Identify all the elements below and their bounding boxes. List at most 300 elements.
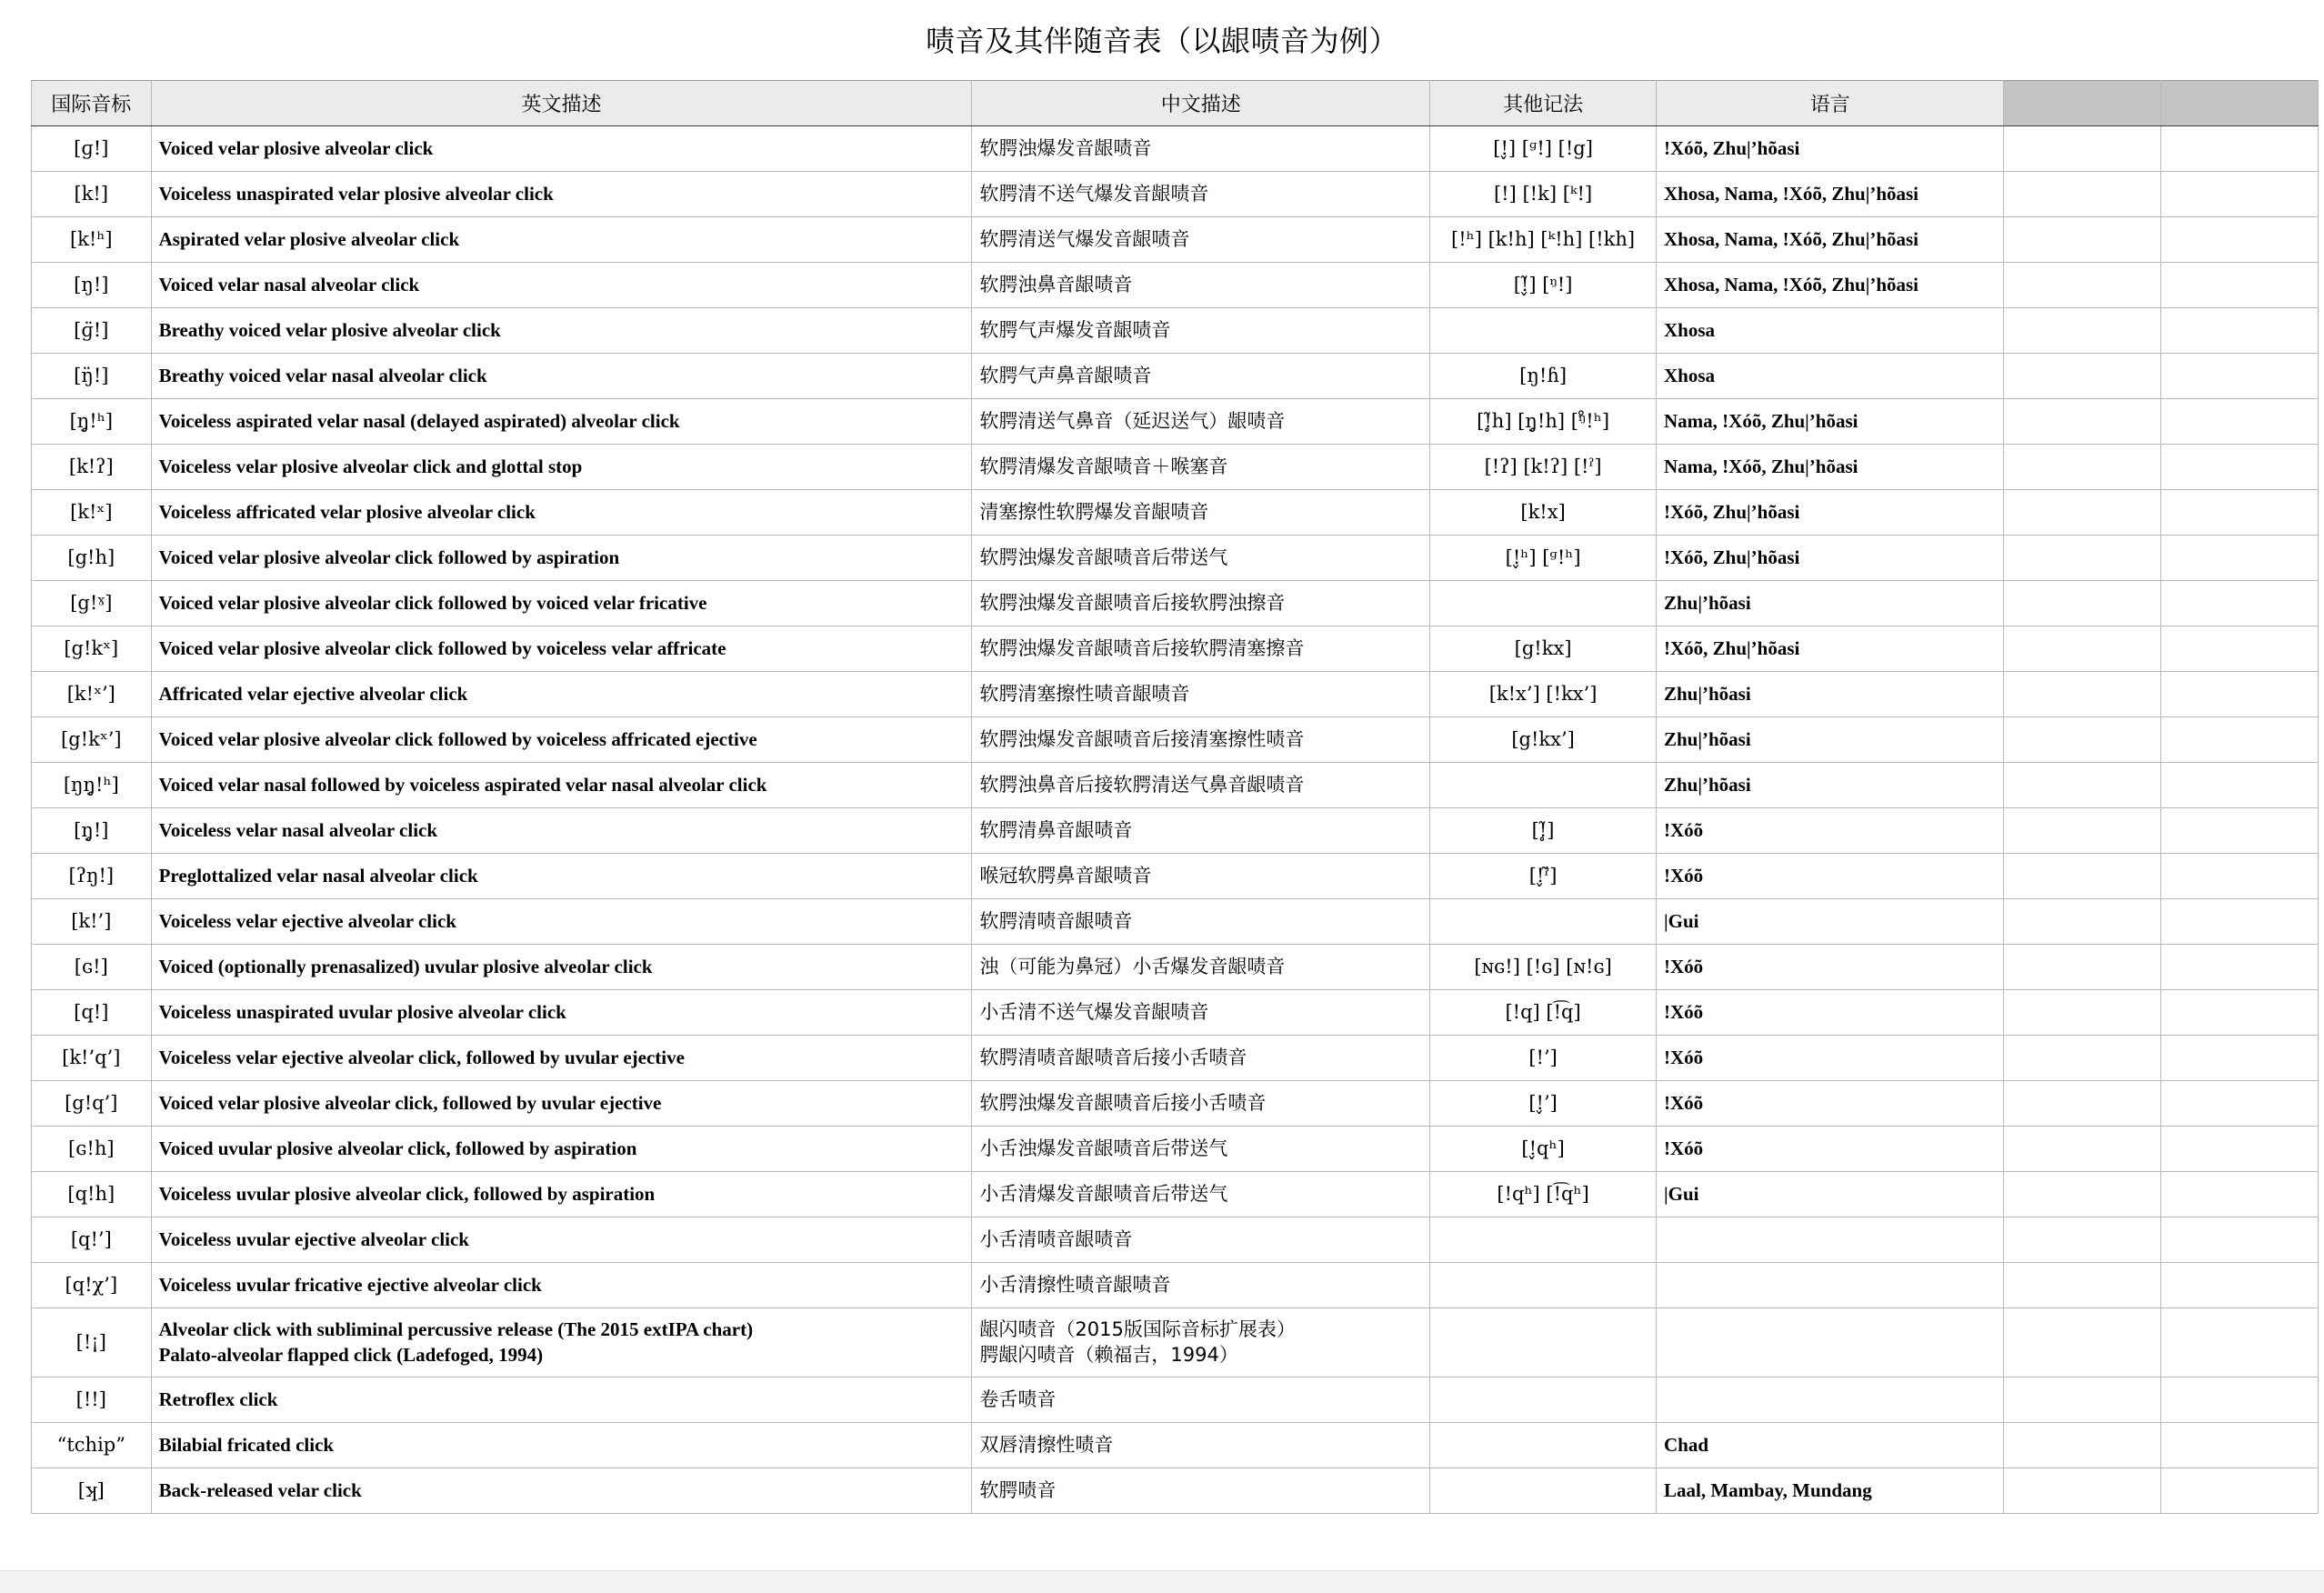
cell-english (151, 1308, 972, 1378)
cell-language-text: !Xóõ (1664, 864, 1704, 887)
cell-extra-2 (2161, 763, 2319, 808)
cell-english (151, 1378, 972, 1423)
cell-extra-1 (2004, 990, 2161, 1036)
cell-chinese-text: 软腭浊爆发音龈啧音后接清塞擦性啧音 (979, 727, 1305, 750)
cell-chinese (972, 126, 1430, 172)
cell-chinese-text: 软腭清爆发音龈啧音＋喉塞音 (979, 455, 1228, 477)
cell-other-notation (1430, 899, 1657, 945)
cell-chinese (972, 308, 1430, 354)
table-row (32, 1217, 2319, 1263)
cell-extra-1 (2004, 1263, 2161, 1308)
cell-english-text: Voiced uvular plosive alveolar click, followed by aspiration (158, 1137, 637, 1159)
cell-other-notation (1430, 672, 1657, 717)
table-row (32, 717, 2319, 763)
cell-english (151, 672, 972, 717)
cell-extra-2 (2161, 1172, 2319, 1217)
cell-ipa-text: [ŋ!] (74, 273, 109, 296)
cell-ipa-text: [k!ʔ] (68, 455, 114, 477)
table-body (32, 126, 2319, 1514)
cell-ipa-text: [ʞ] (77, 1478, 105, 1501)
cell-english (151, 1081, 972, 1127)
cell-chinese-text: 小舌清啧音龈啧音 (979, 1227, 1133, 1250)
cell-chinese-text: 软腭浊爆发音龈啧音 (979, 136, 1152, 159)
cell-other-notation (1430, 536, 1657, 581)
table-row (32, 854, 2319, 899)
cell-english (151, 172, 972, 217)
table-row (32, 217, 2319, 263)
cell-chinese-text: 软腭浊爆发音龈啧音后接软腭清塞擦音 (979, 636, 1305, 659)
table-row (32, 263, 2319, 308)
cell-chinese (972, 990, 1430, 1036)
cell-extra-1 (2004, 672, 2161, 717)
cell-english-text: Voiceless unaspirated velar plosive alveolar click (158, 182, 554, 205)
table-row (32, 763, 2319, 808)
cell-english (151, 1127, 972, 1172)
cell-other-notation-text: [!ʰ] [k!h] [ᵏ!h] [!kh] (1451, 227, 1636, 250)
cell-extra-1 (2004, 1217, 2161, 1263)
cell-other-notation-text: [!̬’] (1528, 1091, 1558, 1114)
cell-extra-2 (2161, 1036, 2319, 1081)
cell-ipa (32, 1468, 152, 1514)
cell-other-notation (1430, 1468, 1657, 1514)
cell-other-notation-text: [g!kx] (1514, 636, 1572, 659)
cell-language (1657, 126, 2004, 172)
cell-chinese-text: 浊（可能为鼻冠）小舌爆发音龈啧音 (979, 955, 1286, 977)
cell-other-notation (1430, 263, 1657, 308)
cell-other-notation (1430, 172, 1657, 217)
cell-language-text: Zhu|’hõasi (1664, 773, 1751, 796)
cell-extra-2 (2161, 172, 2319, 217)
cell-other-notation-text: [!’] (1528, 1046, 1558, 1068)
cell-english-text: Retroflex click (158, 1388, 278, 1410)
cell-english (151, 263, 972, 308)
cell-extra-2 (2161, 1081, 2319, 1127)
cell-other-notation (1430, 1127, 1657, 1172)
cell-language-text: Xhosa, Nama, !Xóõ, Zhu|’hõasi (1664, 273, 1919, 296)
cell-ipa-text: [ŋŋ̥!ʰ] (63, 773, 119, 796)
page-title: 啧音及其伴随音表（以龈啧音为例） (925, 25, 1398, 57)
cell-extra-1 (2004, 217, 2161, 263)
cell-chinese-text: 软腭浊爆发音龈啧音后接小舌啧音 (979, 1091, 1267, 1114)
cell-extra-1 (2004, 354, 2161, 399)
cell-other-notation-text: [!q] [!͡q] (1505, 1000, 1581, 1023)
cell-english (151, 945, 972, 990)
cell-language-text: Laal, Mambay, Mundang (1664, 1478, 1872, 1501)
cell-language (1657, 263, 2004, 308)
cell-chinese (972, 1172, 1430, 1217)
cell-chinese-text: 软腭气声爆发音龈啧音 (979, 318, 1171, 341)
cell-ipa-text: [ɡ!] (74, 136, 109, 159)
cell-language (1657, 990, 2004, 1036)
cell-language (1657, 945, 2004, 990)
cell-other-notation (1430, 490, 1657, 536)
cell-language-text: |Gui (1664, 909, 1699, 932)
cell-chinese (972, 1127, 1430, 1172)
cell-ipa-text: [k!ˣ’] (66, 682, 115, 705)
cell-english (151, 445, 972, 490)
cell-language-text: Zhu|’hõasi (1664, 682, 1751, 705)
cell-extra-2 (2161, 808, 2319, 854)
cell-chinese-text: 软腭清送气爆发音龈啧音 (979, 227, 1190, 250)
cell-extra-2 (2161, 1308, 2319, 1378)
cell-language-text: !Xóõ, Zhu|’hõasi (1664, 546, 1800, 568)
cell-other-notation (1430, 1081, 1657, 1127)
cell-language-text: Xhosa, Nama, !Xóõ, Zhu|’hõasi (1664, 182, 1919, 205)
cell-language (1657, 490, 2004, 536)
cell-language-text: !Xóõ (1664, 955, 1704, 977)
cell-extra-2 (2161, 445, 2319, 490)
cell-language-text: Xhosa (1664, 318, 1716, 341)
cell-extra-1 (2004, 445, 2161, 490)
cell-chinese (972, 854, 1430, 899)
table-row (32, 354, 2319, 399)
cell-chinese-text: 软腭浊鼻音龈啧音 (979, 273, 1133, 296)
table-header (32, 81, 2319, 126)
cell-chinese (972, 672, 1430, 717)
cell-english-text: Voiced velar plosive alveolar click followed by aspiration (158, 546, 620, 568)
cell-other-notation-text: [k!x’] [!kx’] (1488, 682, 1598, 705)
cell-ipa-text: [k!’] (71, 909, 112, 932)
cell-language (1657, 763, 2004, 808)
cell-ipa-text: [q!h] (67, 1182, 115, 1205)
cell-other-notation-text: [g!kx’] (1511, 727, 1575, 750)
cell-chinese (972, 1036, 1430, 1081)
cell-language (1657, 1308, 2004, 1378)
cell-extra-1 (2004, 1172, 2161, 1217)
cell-ipa-text: [ɢ!h] (68, 1137, 115, 1159)
cell-english (151, 1423, 972, 1468)
cell-language (1657, 172, 2004, 217)
cell-chinese-text: 软腭清啧音龈啧音 (979, 909, 1133, 932)
table-row (32, 626, 2319, 672)
table-row (32, 945, 2319, 990)
cell-english-text-2: Palato-alveolar flapped click (Ladefoged, 1994) (158, 1343, 544, 1366)
cell-chinese-text-2: 腭龈闪啧音（赖福吉，1994） (979, 1343, 1238, 1366)
cell-ipa (32, 763, 152, 808)
cell-extra-1 (2004, 263, 2161, 308)
cell-extra-1 (2004, 626, 2161, 672)
cell-extra-1 (2004, 854, 2161, 899)
cell-extra-2 (2161, 354, 2319, 399)
cell-chinese (972, 172, 1430, 217)
cell-english (151, 1172, 972, 1217)
cell-extra-2 (2161, 536, 2319, 581)
cell-english-text: Voiceless velar nasal alveolar click (158, 818, 438, 841)
cell-english (151, 354, 972, 399)
cell-english-text: Voiceless aspirated velar nasal (delayed aspirated) alveolar click (158, 409, 680, 432)
table-row (32, 1263, 2319, 1308)
cell-extra-1 (2004, 1036, 2161, 1081)
cell-ipa-text: [k!] (74, 182, 109, 205)
cell-extra-2 (2161, 990, 2319, 1036)
cell-english-text: Voiceless velar ejective alveolar click (158, 909, 456, 932)
cell-other-notation-text: [!̥̃] (1531, 818, 1555, 841)
cell-extra-2 (2161, 1468, 2319, 1514)
cell-chinese-text: 喉冠软腭鼻音龈啧音 (979, 864, 1152, 887)
cell-extra-2 (2161, 1378, 2319, 1423)
cell-english-text: Affricated velar ejective alveolar click (158, 682, 468, 705)
cell-chinese-text: 软腭清不送气爆发音龈啧音 (979, 182, 1209, 205)
cell-extra-1 (2004, 1423, 2161, 1468)
cell-english-text: Voiced (optionally prenasalized) uvular plosive alveolar click (158, 955, 653, 977)
cell-language-text: |Gui (1664, 1182, 1699, 1205)
cell-ipa (32, 581, 152, 626)
cell-language-text: Nama, !Xóõ, Zhu|’hõasi (1664, 455, 1858, 477)
cell-extra-1 (2004, 399, 2161, 445)
cell-extra-2 (2161, 1217, 2319, 1263)
cell-english-text: Voiceless velar ejective alveolar click, followed by uvular ejective (158, 1046, 685, 1068)
cell-english-text: Alveolar click with subliminal percussive release (The 2015 extIPA chart) (158, 1317, 754, 1340)
cell-english-text: Voiceless uvular plosive alveolar click, followed by aspiration (158, 1182, 656, 1205)
cell-language-text: Zhu|’hõasi (1664, 727, 1751, 750)
cell-english (151, 126, 972, 172)
cell-chinese-text: 小舌清擦性啧音龈啧音 (979, 1273, 1171, 1296)
cell-english-text: Voiced velar plosive alveolar click followed by voiced velar fricative (158, 591, 707, 614)
cell-language-text: !Xóõ (1664, 1137, 1704, 1159)
column-header-language: 语言 (1657, 81, 2004, 126)
cell-ipa (32, 1308, 152, 1378)
cell-english (151, 763, 972, 808)
cell-ipa-text: [k!’q’] (62, 1046, 121, 1068)
cell-english (151, 990, 972, 1036)
cell-chinese-text: 小舌清不送气爆发音龈啧音 (979, 1000, 1209, 1023)
cell-english-text: Voiceless uvular fricative ejective alveolar click (158, 1273, 542, 1296)
cell-language (1657, 717, 2004, 763)
cell-ipa (32, 172, 152, 217)
cell-language (1657, 1468, 2004, 1514)
cell-other-notation-text: [!] [!k] [ᵏ!] (1493, 182, 1593, 205)
cell-language (1657, 1172, 2004, 1217)
cell-english-text: Preglottalized velar nasal alveolar click (158, 864, 478, 887)
cell-ipa (32, 1263, 152, 1308)
cell-english (151, 581, 972, 626)
cell-english (151, 536, 972, 581)
cell-ipa (32, 808, 152, 854)
cell-extra-2 (2161, 263, 2319, 308)
page-bottom-strip (0, 1570, 2324, 1593)
cell-other-notation (1430, 717, 1657, 763)
cell-chinese (972, 1081, 1430, 1127)
table-row (32, 1378, 2319, 1423)
cell-language-text: !Xóõ, Zhu|’hõasi (1664, 636, 1800, 659)
cell-chinese-text: 卷舌啧音 (979, 1388, 1057, 1410)
cell-ipa (32, 126, 152, 172)
cell-ipa-text: [ŋ̥!] (74, 818, 109, 841)
cell-other-notation-text: [!qʰ] [!͡qʰ] (1497, 1182, 1589, 1205)
cell-ipa-text: [!!] (75, 1388, 106, 1410)
column-header-ipa: 国际音标 (32, 81, 152, 126)
cell-chinese (972, 399, 1430, 445)
table-row (32, 581, 2319, 626)
cell-other-notation (1430, 354, 1657, 399)
cell-other-notation-text: [ɴɢ!] [!ɢ] [ɴ!ɢ] (1474, 955, 1612, 977)
cell-ipa (32, 854, 152, 899)
cell-other-notation (1430, 126, 1657, 172)
cell-extra-1 (2004, 126, 2161, 172)
cell-language-text: !Xóõ (1664, 1000, 1704, 1023)
cell-english-text: Voiced velar plosive alveolar click (158, 136, 434, 159)
cell-english (151, 899, 972, 945)
cell-language (1657, 399, 2004, 445)
cell-extra-1 (2004, 717, 2161, 763)
cell-english (151, 854, 972, 899)
cell-other-notation-text: [!̥̃h] [ŋ̥!h] [ᵑ̊!ʰ] (1477, 409, 1610, 432)
cell-language (1657, 672, 2004, 717)
cell-language (1657, 854, 2004, 899)
cell-ipa (32, 308, 152, 354)
cell-language-text: !Xóõ (1664, 1046, 1704, 1068)
cell-other-notation (1430, 990, 1657, 1036)
column-header-english-description: 英文描述 (151, 81, 972, 126)
cell-chinese (972, 899, 1430, 945)
cell-ipa-text: [k!ʰ] (69, 227, 113, 250)
cell-ipa (32, 626, 152, 672)
cell-other-notation (1430, 945, 1657, 990)
table-row (32, 536, 2319, 581)
cell-extra-2 (2161, 1263, 2319, 1308)
cell-extra-2 (2161, 581, 2319, 626)
cell-ipa-text: [g!ˠ] (70, 591, 113, 614)
cell-ipa-text: [ɢ!] (74, 955, 108, 977)
cell-ipa-text: [g!h] (67, 546, 115, 568)
cell-other-notation (1430, 1308, 1657, 1378)
table-row (32, 1036, 2319, 1081)
cell-english-text: Voiceless velar plosive alveolar click and glottal stop (158, 455, 583, 477)
cell-language-text: !Xóõ, Zhu|’hõasi (1664, 500, 1800, 523)
cell-language (1657, 308, 2004, 354)
cell-ipa (32, 217, 152, 263)
cell-other-notation (1430, 763, 1657, 808)
cell-other-notation-text: [!̬ʰ] [ᶢ!ʰ] (1505, 546, 1581, 568)
cell-chinese (972, 1263, 1430, 1308)
cell-chinese (972, 490, 1430, 536)
cell-language (1657, 808, 2004, 854)
cell-chinese (972, 263, 1430, 308)
cell-chinese (972, 217, 1430, 263)
cell-english-text: Breathy voiced velar nasal alveolar click (158, 364, 487, 386)
cell-chinese (972, 536, 1430, 581)
table-row (32, 672, 2319, 717)
cell-english (151, 1036, 972, 1081)
cell-chinese-text: 软腭清塞擦性啧音龈啧音 (979, 682, 1190, 705)
cell-ipa (32, 354, 152, 399)
cell-other-notation-text: [!̬̃] [ᵑ!] (1513, 273, 1573, 296)
cell-ipa (32, 1081, 152, 1127)
cell-ipa (32, 1217, 152, 1263)
cell-chinese (972, 626, 1430, 672)
cell-english-text: Voiceless uvular ejective alveolar click (158, 1227, 469, 1250)
cell-ipa-text: [k!ˣ] (70, 500, 113, 523)
cell-english (151, 1217, 972, 1263)
cell-ipa-text: [q!χ’] (65, 1273, 118, 1296)
cell-ipa (32, 899, 152, 945)
cell-ipa-text: [q!’] (70, 1227, 112, 1250)
cell-english-text: Voiced velar plosive alveolar click followed by voiceless affricated ejective (158, 727, 757, 750)
table-row (32, 1081, 2319, 1127)
cell-extra-2 (2161, 490, 2319, 536)
cell-language (1657, 536, 2004, 581)
cell-chinese-text: 软腭啧音 (979, 1478, 1057, 1501)
cell-other-notation (1430, 854, 1657, 899)
column-header-extra-1 (2004, 81, 2161, 126)
cell-language-text: Xhosa, Nama, !Xóõ, Zhu|’hõasi (1664, 227, 1919, 250)
cell-english-text: Voiceless unaspirated uvular plosive alveolar click (158, 1000, 566, 1023)
cell-chinese (972, 1423, 1430, 1468)
cell-chinese-text: 小舌清爆发音龈啧音后带送气 (979, 1182, 1228, 1205)
column-header-chinese-description: 中文描述 (972, 81, 1430, 126)
cell-chinese (972, 717, 1430, 763)
cell-extra-1 (2004, 763, 2161, 808)
click-consonant-table (31, 80, 2319, 1514)
cell-ipa-text: [ʔŋ!] (68, 864, 115, 887)
cell-ipa (32, 536, 152, 581)
cell-extra-2 (2161, 945, 2319, 990)
cell-ipa (32, 945, 152, 990)
cell-extra-2 (2161, 717, 2319, 763)
cell-ipa (32, 1423, 152, 1468)
cell-ipa-text: [g!q’] (65, 1091, 118, 1114)
cell-other-notation-text: [!̬] [ᶢ!] [!g] (1493, 136, 1593, 159)
column-header-other-notation: 其他记法 (1430, 81, 1657, 126)
cell-chinese-text: 软腭浊爆发音龈啧音后接软腭浊擦音 (979, 591, 1286, 614)
cell-ipa (32, 1172, 152, 1217)
cell-chinese-text: 小舌浊爆发音龈啧音后带送气 (979, 1137, 1228, 1159)
cell-ipa-text: “tchip” (56, 1433, 125, 1456)
table-row (32, 308, 2319, 354)
cell-other-notation (1430, 1036, 1657, 1081)
cell-language (1657, 354, 2004, 399)
cell-extra-2 (2161, 308, 2319, 354)
cell-ipa-text: [g!kˣ’] (61, 727, 122, 750)
cell-chinese (972, 1308, 1430, 1378)
table-row (32, 399, 2319, 445)
cell-ipa-text: [g!kˣ] (64, 636, 119, 659)
cell-english-text: Back-released velar click (158, 1478, 362, 1501)
cell-other-notation (1430, 581, 1657, 626)
cell-language (1657, 445, 2004, 490)
cell-ipa-text: [ŋ̈!] (74, 364, 109, 386)
cell-english (151, 626, 972, 672)
cell-extra-2 (2161, 126, 2319, 172)
cell-chinese (972, 1217, 1430, 1263)
cell-other-notation-text: [ŋ!ɦ] (1519, 364, 1568, 386)
cell-extra-1 (2004, 536, 2161, 581)
cell-language-text: Chad (1664, 1433, 1709, 1456)
cell-language (1657, 1217, 2004, 1263)
cell-language (1657, 899, 2004, 945)
cell-language-text: Nama, !Xóõ, Zhu|’hõasi (1664, 409, 1858, 432)
cell-language-text: Zhu|’hõasi (1664, 591, 1751, 614)
cell-english (151, 308, 972, 354)
cell-english-text: Aspirated velar plosive alveolar click (158, 227, 460, 250)
cell-chinese (972, 581, 1430, 626)
cell-language-text: !Xóõ (1664, 1091, 1704, 1114)
cell-chinese-text: 双唇清擦性啧音 (979, 1433, 1114, 1456)
cell-other-notation (1430, 1423, 1657, 1468)
cell-extra-2 (2161, 217, 2319, 263)
cell-chinese-text: 软腭清鼻音龈啧音 (979, 818, 1133, 841)
cell-chinese-text: 软腭清啧音龈啧音后接小舌啧音 (979, 1046, 1247, 1068)
table-row (32, 172, 2319, 217)
cell-chinese (972, 808, 1430, 854)
cell-chinese (972, 1468, 1430, 1514)
cell-ipa (32, 399, 152, 445)
cell-other-notation (1430, 1263, 1657, 1308)
cell-ipa-text: [q!] (74, 1000, 109, 1023)
cell-chinese (972, 1378, 1430, 1423)
cell-english (151, 1468, 972, 1514)
column-header-extra-2 (2161, 81, 2319, 126)
